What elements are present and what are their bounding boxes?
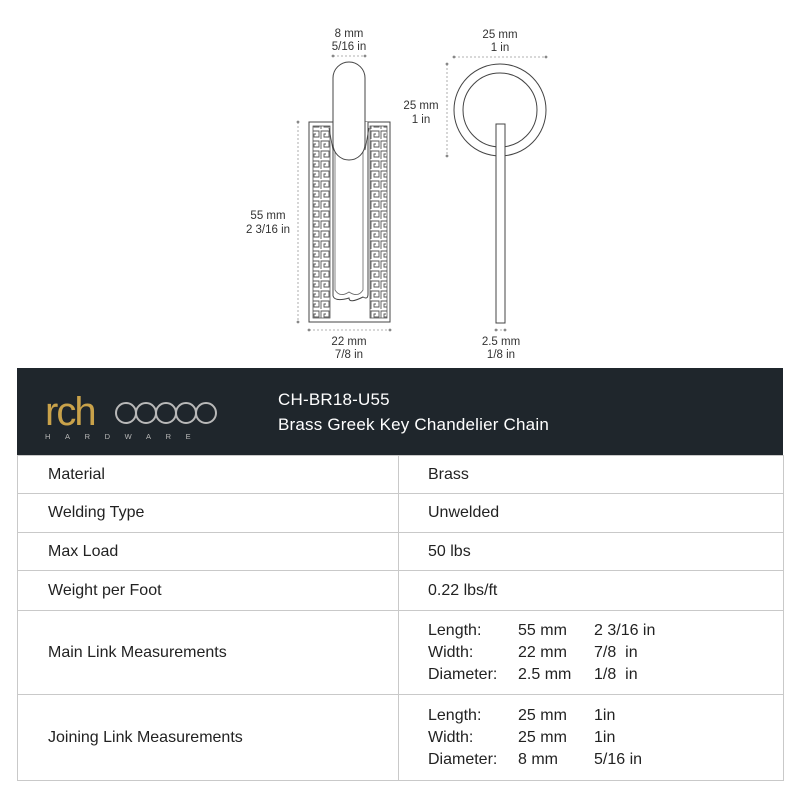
- spec-label: Welding Type: [18, 494, 399, 533]
- measurement-line: Width: 25 mm 1in: [428, 728, 616, 746]
- table-row: [18, 533, 784, 571]
- ring-thickness-mm: 2.5 mm: [481, 336, 521, 348]
- svg-text:HARDWARE: HARDWARE: [45, 432, 206, 441]
- spec-label: Material: [18, 456, 399, 494]
- table-row: [18, 571, 784, 611]
- rch-hardware-logo: [43, 392, 223, 442]
- main-width-mm: 8 mm: [334, 28, 364, 40]
- spec-value: 50 lbs: [399, 533, 784, 571]
- measurement-line: Width: 22 mm 7/8 in: [428, 643, 638, 661]
- main-width-in: 5/16 in: [331, 41, 367, 53]
- measurement-line: Diameter: 8 mm 5/16 in: [428, 750, 643, 768]
- main-outer-width-in: 7/8 in: [334, 349, 364, 361]
- ring-height-mm: 25 mm: [403, 100, 439, 112]
- measurement-line: Diameter: 2.5 mm 1/8 in: [428, 665, 638, 683]
- table-row: [18, 611, 784, 695]
- measurement-line: Length: 25 mm 1in: [428, 706, 616, 724]
- table-row: [18, 494, 784, 533]
- spec-label: Main Link Measurements: [18, 611, 399, 695]
- ring-thickness-in: 1/8 in: [486, 349, 516, 361]
- ring-height-in: 1 in: [411, 114, 431, 126]
- ring-diameter-in: 1 in: [490, 42, 510, 54]
- table-row: [18, 456, 784, 494]
- product-name: Brass Greek Key Chandelier Chain: [278, 415, 549, 434]
- main-length-mm: 55 mm: [250, 210, 286, 222]
- joining-link-drawing: [454, 64, 546, 323]
- main-link-drawing: [309, 62, 390, 322]
- product-banner: [17, 368, 783, 455]
- main-link-measurements: [399, 611, 784, 695]
- product-code: CH-BR18-U55: [278, 390, 390, 409]
- spec-label: Joining Link Measurements: [18, 695, 399, 781]
- specs-table: [17, 455, 784, 781]
- svg-text:rch: rch: [45, 392, 95, 434]
- table-row: [18, 695, 784, 781]
- main-outer-width-mm: 22 mm: [331, 336, 367, 348]
- technical-drawing: [0, 0, 800, 368]
- spec-value: Brass: [399, 456, 784, 494]
- spec-label: Weight per Foot: [18, 571, 399, 611]
- measurement-line: Length: 55 mm 2 3/16 in: [428, 621, 656, 639]
- ring-diameter-mm: 25 mm: [482, 29, 518, 41]
- main-length-in: 2 3/16 in: [245, 224, 291, 236]
- spec-value: 0.22 lbs/ft: [399, 571, 784, 611]
- joining-link-measurements: [399, 695, 784, 781]
- spec-label: Max Load: [18, 533, 399, 571]
- spec-value: Unwelded: [399, 494, 784, 533]
